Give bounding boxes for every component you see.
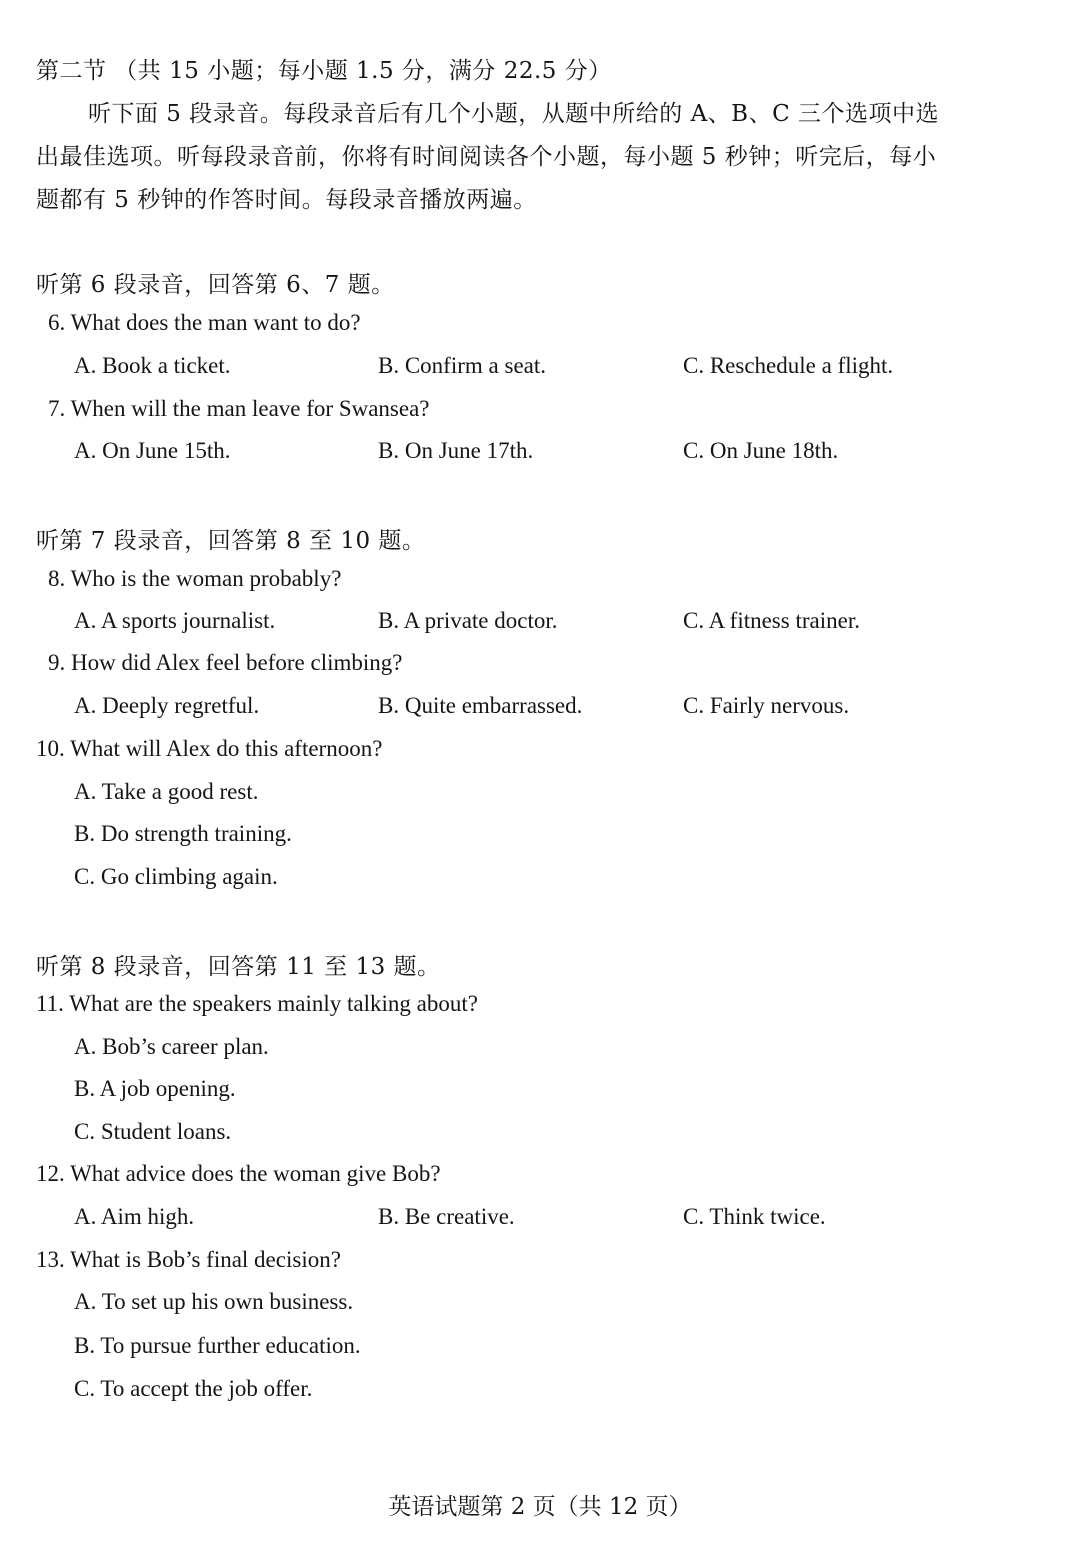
option-c: C. On June 18th.	[683, 438, 839, 463]
option-a: A. Take a good rest.	[74, 779, 259, 804]
option-b: B. Quite embarrassed.	[378, 693, 583, 718]
option-c: C. Fairly nervous.	[683, 693, 850, 718]
option-c: C. Student loans.	[74, 1119, 232, 1144]
question-stem: 7. When will the man leave for Swansea?	[48, 396, 430, 421]
option-a: A. To set up his own business.	[74, 1289, 354, 1314]
question-stem: 9. How did Alex feel before climbing?	[48, 650, 403, 675]
intro-line-2: 出最佳选项。听每段录音前，你将有时间阅读各个小题，每小题 5 秒钟；听完后，每小	[36, 144, 937, 170]
option-c: C. A fitness trainer.	[683, 608, 860, 633]
section-title: 第二节 （共 15 小题；每小题 1.5 分，满分 22.5 分）	[36, 58, 612, 84]
option-b: B. A private doctor.	[378, 608, 558, 633]
option-c: C. Think twice.	[683, 1204, 826, 1229]
question-stem: 11. What are the speakers mainly talking about?	[36, 991, 478, 1016]
option-a: A. Bob’s career plan.	[74, 1034, 269, 1059]
question-stem: 6. What does the man want to do?	[48, 310, 361, 335]
option-a: A. Book a ticket.	[74, 353, 231, 378]
intro-line-3: 题都有 5 秒钟的作答时间。每段录音播放两遍。	[36, 187, 537, 213]
group-heading: 听第 7 段录音，回答第 8 至 10 题。	[36, 528, 426, 554]
intro-line-1: 听下面 5 段录音。每段录音后有几个小题，从题中所给的 A、B、C 三个选项中选	[88, 101, 939, 127]
option-a: A. On June 15th.	[74, 438, 231, 463]
question-stem: 10. What will Alex do this afternoon?	[36, 736, 383, 761]
option-b: B. A job opening.	[74, 1076, 236, 1101]
question-stem: 12. What advice does the woman give Bob?	[36, 1161, 441, 1186]
option-a: A. A sports journalist.	[74, 608, 276, 633]
option-b: B. On June 17th.	[378, 438, 534, 463]
option-b: B. Confirm a seat.	[378, 353, 546, 378]
group-heading: 听第 6 段录音，回答第 6、7 题。	[36, 272, 395, 298]
question-stem: 8. Who is the woman probably?	[48, 566, 342, 591]
option-c: C. Reschedule a flight.	[683, 353, 894, 378]
option-b: B. Do strength training.	[74, 821, 292, 846]
option-c: C. To accept the job offer.	[74, 1376, 313, 1401]
option-b: B. To pursue further education.	[74, 1333, 361, 1358]
option-a: A. Deeply regretful.	[74, 693, 260, 718]
page-footer: 英语试题第 2 页（共 12 页）	[388, 1494, 692, 1520]
option-b: B. Be creative.	[378, 1204, 515, 1229]
group-heading: 听第 8 段录音，回答第 11 至 13 题。	[36, 954, 441, 980]
option-c: C. Go climbing again.	[74, 864, 278, 889]
option-a: A. Aim high.	[74, 1204, 195, 1229]
question-stem: 13. What is Bob’s final decision?	[36, 1247, 341, 1272]
